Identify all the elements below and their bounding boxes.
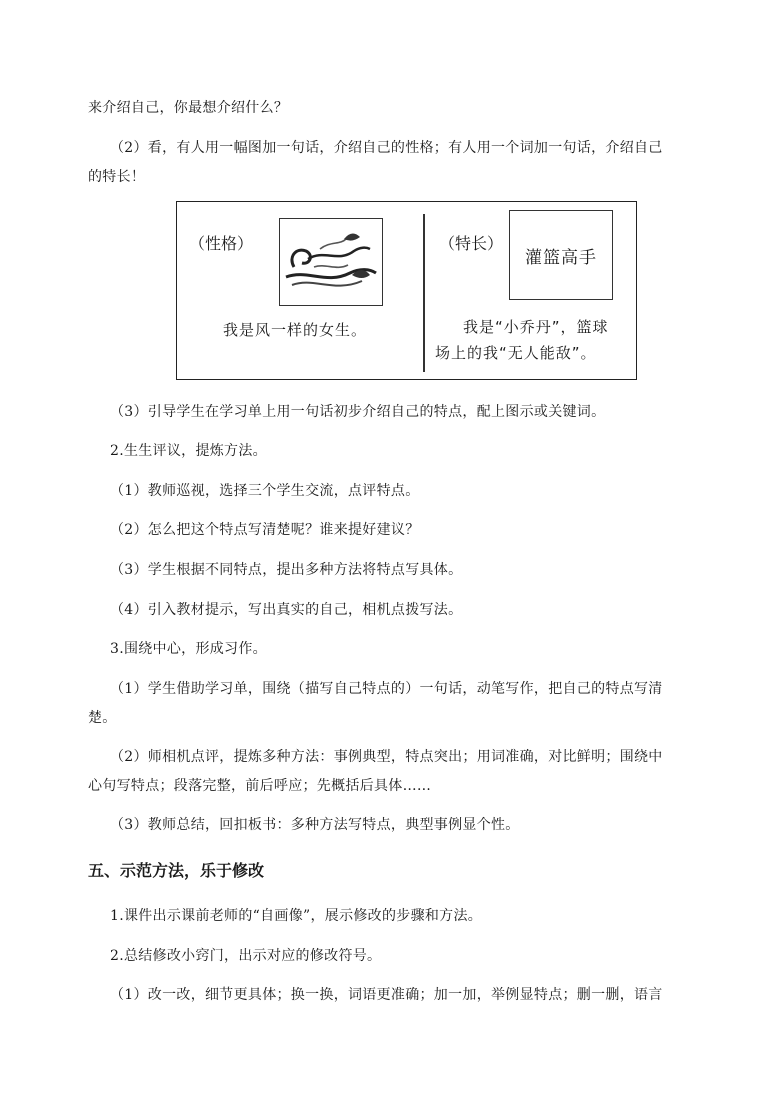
paragraph: 2.总结修改小窍门，出示对应的修改符号。 <box>110 948 382 964</box>
paragraph: 的特长！ <box>88 169 146 185</box>
paragraph: （3）学生根据不同特点，提出多种方法将特点写具体。 <box>110 562 463 578</box>
specialty-caption-line-2: 场上的我“无人能敌”。 <box>435 344 597 362</box>
paragraph: （1）教师巡视，选择三个学生交流，点评特点。 <box>110 483 420 499</box>
specialty-caption-line-1: 我是“小乔丹”，篮球 <box>463 318 609 336</box>
figure-divider <box>423 214 425 372</box>
specialty-label: （特长） <box>439 234 504 253</box>
paragraph: （2）师相机点评，提炼多种方法：事例典型，特点突出；用词准确，对比鲜明；围绕中 <box>110 749 663 765</box>
paragraph: （1）改一改，细节更具体；换一换，词语更准确；加一加，举例显特点；删一删，语言 <box>110 987 663 1003</box>
paragraph: 3.围绕中心，形成习作。 <box>110 641 267 657</box>
wind-swirl-icon <box>280 219 381 304</box>
paragraph: 2.生生评议，提炼方法。 <box>110 443 267 459</box>
paragraph: 心句写特点；段落完整，前后呼应；先概括后具体…… <box>88 778 432 794</box>
specialty-box-text: 灌篮高手 <box>525 247 597 268</box>
paragraph: 来介绍自己，你最想介绍什么？ <box>88 100 289 116</box>
personality-caption: 我是风一样的女生。 <box>223 321 368 339</box>
paragraph: （1）学生借助学习单，围绕（描写自己特点的）一句话，动笔写作，把自己的特点写清 <box>110 681 663 697</box>
paragraph: 1.课件出示课前老师的“自画像”，展示修改的步骤和方法。 <box>110 908 483 924</box>
paragraph: （2）看，有人用一幅图加一句话，介绍自己的性格；有人用一个词加一句话，介绍自己 <box>110 140 663 156</box>
personality-label: （性格） <box>189 234 254 253</box>
paragraph: （4）引入教材提示，写出真实的自己，相机点拨写法。 <box>110 602 463 618</box>
paragraph: （3）引导学生在学习单上用一句话初步介绍自己的特点，配上图示或关键词。 <box>110 404 606 420</box>
paragraph: （2）怎么把这个特点写清楚呢？谁来提好建议？ <box>110 522 420 538</box>
wind-image <box>279 218 383 306</box>
specialty-box <box>509 210 613 300</box>
paragraph: （3）教师总结，回扣板书：多种方法写特点，典型事例显个性。 <box>110 817 520 833</box>
section-heading: 五、示范方法，乐于修改 <box>88 861 265 880</box>
paragraph: 楚。 <box>88 710 117 726</box>
illustration-figure <box>176 201 637 380</box>
